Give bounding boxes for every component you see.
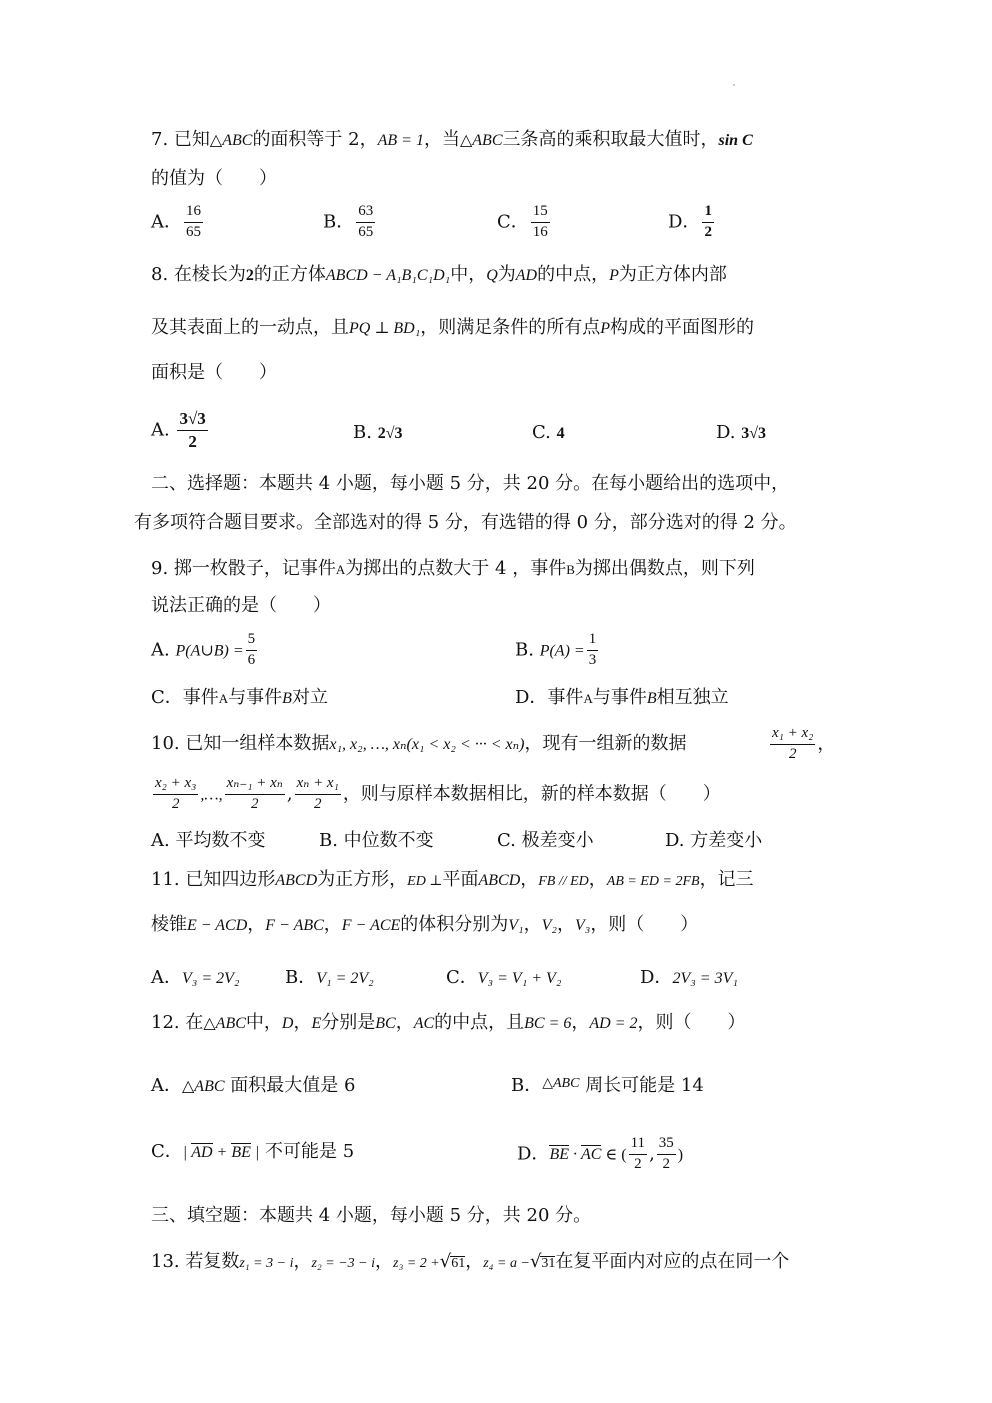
q10-option-c: C. 极差变小 bbox=[497, 830, 594, 851]
q7-line1 bbox=[151, 131, 753, 149]
q7-text: ，当 bbox=[423, 129, 460, 150]
q8-edge-length: 2 bbox=[245, 267, 254, 284]
q8-option-b: B. 2√3 bbox=[353, 422, 403, 443]
q10-option-b: B. 中位数不变 bbox=[319, 830, 434, 851]
q12-line1: 12. 在△ABC中，D，E分别是BC，AC的中点，且BC = 6，AD = 2，则（ ） bbox=[151, 1012, 746, 1033]
q11-line1: 11. 已知四边形ABCD为正方形，ED ⊥平面ABCD，FB // ED，AB = ED = 2FB，记三 bbox=[151, 869, 754, 890]
q10-option-d: D. 方差变小 bbox=[665, 830, 763, 851]
q7-option-b: B． $\frac{63}{65}$ bbox=[323, 203, 374, 240]
q8-option-d: D. 3√3 bbox=[716, 422, 767, 443]
q10-option-a: A. 平均数不变 bbox=[151, 830, 266, 851]
q12-option-d: D．BE · AC ∈ ( $\frac{11}{2}$ , $\frac{35}{2}$ ) bbox=[517, 1135, 684, 1172]
q9-option-b: B. P(A) = $\frac{1}{3}$ bbox=[515, 631, 597, 668]
q13-line1: 13. 若复数z₁ = 3 − i，z₂ = −3 − i，z₃ = 2 +√61，z₄ = a −√31在复平面内对应的点在同一个 bbox=[151, 1251, 790, 1272]
q7-line2: 的值为（ ） bbox=[151, 168, 277, 189]
q11-line2: 棱锥E − ACD，F − ABC，F − ACE的体积分别为V₁，V₂，V₃，则（ ） bbox=[151, 914, 699, 935]
section2-instructions: 有多项符合题目要求。全部选对的得 5 分，有选错的得 0 分，部分选对的得 2 分。 bbox=[134, 512, 797, 533]
section3-heading: 三、填空题：本题共 4 小题，每小题 5 分，共 20 分。 bbox=[151, 1205, 592, 1226]
q8-line3: 面积是（ ） bbox=[151, 362, 277, 383]
q8-option-a: A. $\frac{3√3}{2}$ bbox=[151, 409, 206, 451]
q10-line2: $\frac{\text{x₂ + x₃}}{2}$ ,…, $\frac{\text{xₙ₋₁ + xₙ}}{2}$ , $\frac{\text{xₙ + x₁}}{2}$ ，则与原样本数据相比，新的样本数据（ ） bbox=[155, 775, 721, 812]
q12-option-c: C．| AD + BE | 不可能是 5 bbox=[151, 1141, 355, 1162]
q11-option-a: A．V₃ = 2V₂ bbox=[151, 967, 240, 988]
q7-text: 7. 已知 bbox=[151, 129, 210, 150]
q8-cube: ABCD − A₁B₁C₁D₁ bbox=[325, 267, 451, 284]
q7-triangle: △ABC bbox=[459, 132, 503, 149]
q7-text: 三条高的乘积取最大值时， bbox=[502, 129, 719, 150]
q9-option-d: D．事件A与事件B相互独立 bbox=[515, 687, 729, 708]
q10-fraction-1: $\frac{\text{x₁ + x₂}}{2}$ ， bbox=[772, 725, 836, 762]
q11-option-d: D．2V₃ = 3V₁ bbox=[640, 967, 738, 988]
q8-option-c: C. 4 bbox=[532, 422, 565, 443]
q12-option-a: A．△ABC 面积最大值是 6 bbox=[151, 1075, 356, 1096]
scan-speck bbox=[733, 84, 735, 86]
q8-perpendicular: PQ ⊥ BD₁ bbox=[349, 320, 421, 337]
q7-text: 的面积等于 2， bbox=[252, 129, 378, 150]
q8-line2: 及其表面上的一动点，且PQ ⊥ BD₁，则满足条件的所有点P构成的平面图形的 bbox=[151, 317, 755, 338]
q7-option-c: C． $\frac{15}{16}$ bbox=[497, 203, 548, 240]
q9-line1: 9. 掷一枚骰子，记事件A为掷出的点数大于 4 ，事件B为掷出偶数点，则下列 bbox=[151, 558, 755, 579]
q8-line1: 8. 在棱长为2的正方体ABCD − A₁B₁C₁D₁中，Q为AD的中点，P为正方体内部 bbox=[151, 264, 727, 285]
q7-triangle: △ABC bbox=[209, 132, 253, 149]
q10-condition: (x₁ < x₂ < ··· < xₙ) bbox=[406, 736, 525, 753]
q12-option-b: B．$^{\triangle ABC}$ 周长可能是 14 bbox=[511, 1075, 704, 1096]
q10-line1: 10. 已知一组样本数据x₁, x₂, …, xₙ(x₁ < x₂ < ··· < xₙ)，现有一组新的数据 bbox=[151, 733, 687, 754]
section2-heading: 二、选择题：本题共 4 小题，每小题 5 分，共 20 分。在每小题给出的选项中， bbox=[151, 473, 790, 494]
q7-sinc: sin C bbox=[718, 132, 753, 149]
q7-option-a: A． $\frac{16}{65}$ bbox=[151, 203, 201, 240]
q9-option-a: A. P(A∪B) = $\frac{5}{6}$ bbox=[151, 631, 256, 668]
q11-option-b: B．V₁ = 2V₂ bbox=[285, 967, 374, 988]
q7-ab: AB = 1 bbox=[377, 132, 424, 149]
q9-option-c: C．事件A与事件B对立 bbox=[151, 687, 328, 708]
q9-line2: 说法正确的是（ ） bbox=[151, 595, 331, 616]
q11-option-c: C．V₃ = V₁ + V₂ bbox=[446, 967, 562, 988]
q7-option-d: D． $\frac{1}{2}$ bbox=[668, 203, 712, 240]
q10-sample-data: x₁, x₂, …, xₙ bbox=[329, 736, 407, 753]
